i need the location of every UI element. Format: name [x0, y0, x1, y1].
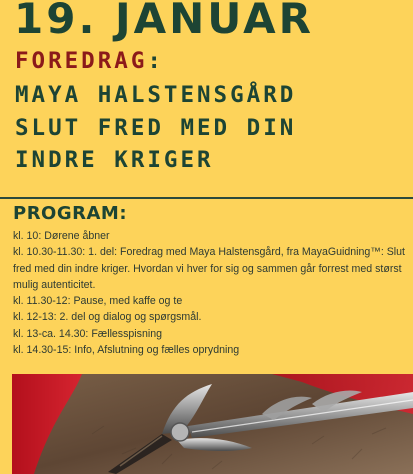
program-item: kl. 11.30-12: Pause, med kaffe og te [13, 295, 183, 308]
program-item: kl. 12-13: 2. del og dialog og spørgsmål. [13, 311, 202, 324]
event-title-line-3: INDRE KRIGER [15, 147, 214, 173]
event-type: FOREDRAG [15, 48, 148, 74]
event-type-colon: : [147, 48, 164, 74]
event-type-label [15, 46, 164, 76]
sword-photo [12, 374, 413, 474]
program-item: kl. 14.30-15: Info, Afslutning og fælles oprydning [13, 344, 240, 357]
event-title-line-1: MAYA HALSTENSGÅRD [15, 82, 297, 108]
event-date: 19. JANUAR [14, 0, 314, 43]
program-item: kl. 10: Dørene åbner [13, 230, 110, 242]
event-title-line-2: SLUT FRED MED DIN [15, 115, 297, 141]
program-heading: PROGRAM: [13, 203, 128, 224]
program-item: kl. 10.30-11.30: 1. del: Foredrag med Maya Halstensgård, fra MayaGuidning™: Slut fred med din indre kriger. Hvordan vi hver for sig og sammen går forrest med størst mulig autenticitet. [13, 246, 405, 291]
section-divider [0, 197, 413, 199]
program-list [13, 228, 405, 358]
program-item: kl. 13-ca. 14.30: Fællesspisning [13, 327, 162, 340]
sword-illustration [12, 374, 413, 474]
